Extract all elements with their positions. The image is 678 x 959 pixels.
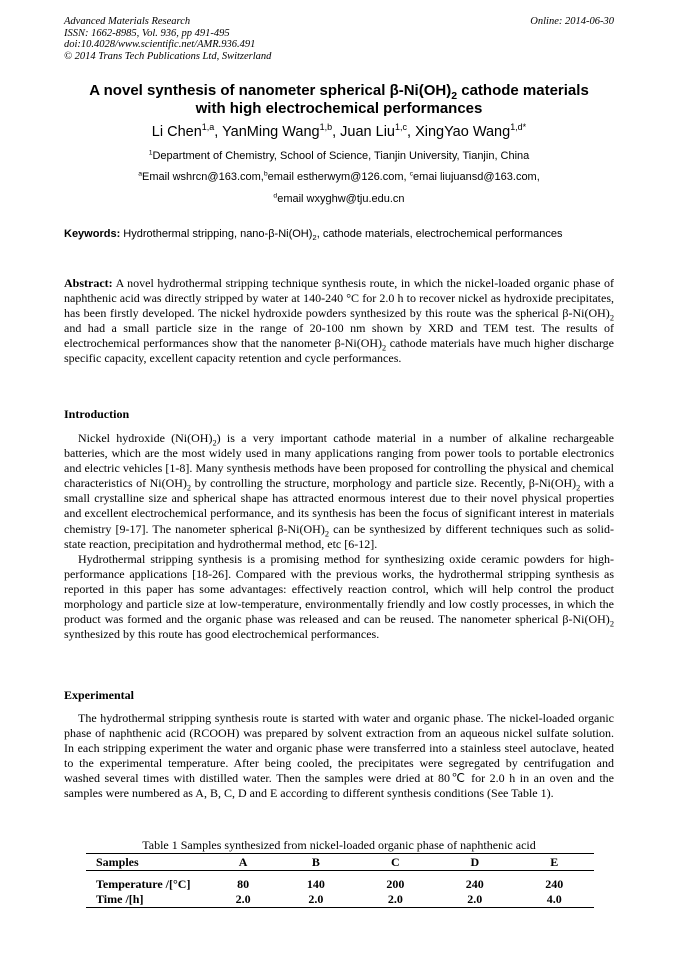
author-list: Li Chen$^{1,a}$, YanMing Wang$^{1,b}$, Juan Liu$^{1,c}$, XingYao Wang$^{1,d*}$ [151, 122, 527, 140]
email-a[interactable]: Email wshrcn@163.com, [142, 171, 264, 183]
author-name: XingYao Wang [415, 124, 511, 140]
paragraph: Nickel hydroxide $(Ni(OH)_2)$ is a very important cathode material in a number of alkaline rechargeable batteries, which are the most widely used in many applications ranging from power tools to portable electronics and electric vehicles [1-8]. Many synthesis methods have been proposed for controlling the physical and chemical characteristics of $Ni(OH)_2$ by controlling the structure, morphology and particle size. Recently, $\beta-Ni(OH)_2$ with a small crystalline size and spherical shape has attracted enormous interest due to their novel physical properties and excellent electrochemical performance, and its synthesis has been the focus of significant interest in materials chemistry [9-17]. The nanometer spherical $\beta-Ni(OH)_2$ can be synthesized by different techniques such as solid-state reaction, precipitation and hydrothermal method, etc [6-12]. [64, 431, 615, 551]
paragraph: The hydrothermal stripping synthesis route is started with water and organic phase. The nickel-loaded organic phase of naphthenic acid (RCOOH) was prepared by solvent extraction from an aqueous nickel sulfate solution. In each stripping experiment the water and organic phase were transferred into a stainless steel autoclave, heated to the experimental temperature. After being cooled, the precipitates were segregated by centrifugation and washed several times with distilled water. Then the samples were dried at 80℃ for 2.0 h in an oven and the samples were numbered as A, B, C, D and E according to different synthesis conditions (See Table 1). [64, 711, 614, 801]
email-line: $^a$Email wshrcn@163.com,$^b$email estherwym@126.com, $^c$emai liujuansd@163.com, [138, 170, 540, 183]
table-header-cell: E [515, 854, 594, 871]
table-header-cell: C [356, 854, 435, 871]
table-cell: 240 [465, 877, 484, 891]
keywords-label: Keywords: [64, 228, 121, 240]
table-cell: 2.0 [276, 892, 355, 908]
journal-name: Advanced Materials Research [64, 16, 191, 27]
author-name: Li Chen [151, 124, 202, 140]
table-header-cell: Samples [86, 854, 210, 871]
table-header-cell: A [210, 854, 276, 871]
email-line: $^d$email wxyghw@tju.edu.cn [273, 192, 405, 205]
table-header-row [86, 854, 594, 871]
table-cell: 2.0 [356, 892, 435, 908]
table-header-cell: D [435, 854, 514, 871]
author-name: Juan Liu [340, 124, 395, 140]
samples-table [86, 853, 594, 908]
email-d[interactable]: email wxyghw@tju.edu.cn [277, 193, 405, 205]
copyright-line: © 2014 Trans Tech Publications Ltd, Switzerland [64, 50, 272, 62]
table-cell: 80 [237, 877, 250, 891]
table-cell: 2.0 [435, 892, 514, 908]
journal-header [64, 16, 271, 62]
table-row [86, 892, 594, 908]
table-cell: 140 [306, 877, 325, 891]
table-cell: Time /[h] [86, 892, 210, 908]
online-date: Online: 2014-06-30 [530, 16, 614, 27]
table-caption: Table 1 Samples synthesized from nickel-loaded organic phase of naphthenic acid [142, 838, 536, 852]
keywords: Keywords: Hydrothermal stripping, nano-$\beta-Ni(OH)_2$, cathode materials, electrochemical performances [64, 228, 563, 243]
email-b[interactable]: email estherwym@126.com, [267, 171, 410, 183]
table-cell: Temperature /[°C] [96, 877, 191, 891]
introduction-body [64, 431, 614, 642]
abstract-label: Abstract: [64, 276, 113, 290]
table-header-cell: B [276, 854, 355, 871]
paragraph: Hydrothermal stripping synthesis is a promising method for synthesizing oxide ceramic powders for high-performance applications [18-26]. Compared with the previous works, the hydrothermal stripping synthesis as reported in this paper has some advantages: effectively reaction control, which will help control the product morphology and particle size at low-temperature, environmentally friendly and low costly processes, in which the product was formed and the organic phase was released and can be reused. The nanometer spherical $\beta-Ni(OH)_2$ synthesized by this route has good electrochemical performances. [64, 551, 614, 642]
abstract: Abstract: A novel hydrothermal stripping technique synthesis route, in which the nickel-loaded organic phase of naphthenic acid was directly stripped by water at 140-240 °C for 2.0 h to recover nickel as hydroxide precipitates, has been firstly developed. The nickel hydroxide powders synthesized by this route was the spherical $\beta-Ni(OH)_2$ and had a small particle size in the range of 20-100 nm shown by XRD and TEM test. The results of electrochemical performances show that the nanometer $\beta-Ni(OH)_2$ cathode materials have much higher discharge specific capacity, excellent capacity retention and cycle performances. [64, 276, 614, 366]
table-cell: 200 [386, 877, 405, 891]
email-c[interactable]: emai liujuansd@163.com, [413, 171, 540, 183]
section-heading-experimental: Experimental [64, 688, 134, 702]
table-cell: 4.0 [515, 892, 594, 908]
author-name: YanMing Wang [222, 124, 320, 140]
experimental-body [64, 711, 614, 802]
paper-title: A novel synthesis of nanometer spherical $\beta-Ni(OH)_2$ cathode materials with high electrochemical performances [89, 82, 589, 117]
issn-line: ISSN: 1662-8985, Vol. 936, pp 491-495 [64, 27, 230, 39]
table-row [86, 871, 594, 893]
doi-line[interactable]: doi:10.4028/www.scientific.net/AMR.936.491 [64, 39, 256, 50]
table-cell: 240 [545, 877, 564, 891]
section-heading-introduction: Introduction [64, 407, 130, 421]
affiliation: $^1$Department of Chemistry, School of Science, Tianjin University, Tianjin, China [148, 149, 530, 162]
table-cell: 2.0 [210, 892, 276, 908]
